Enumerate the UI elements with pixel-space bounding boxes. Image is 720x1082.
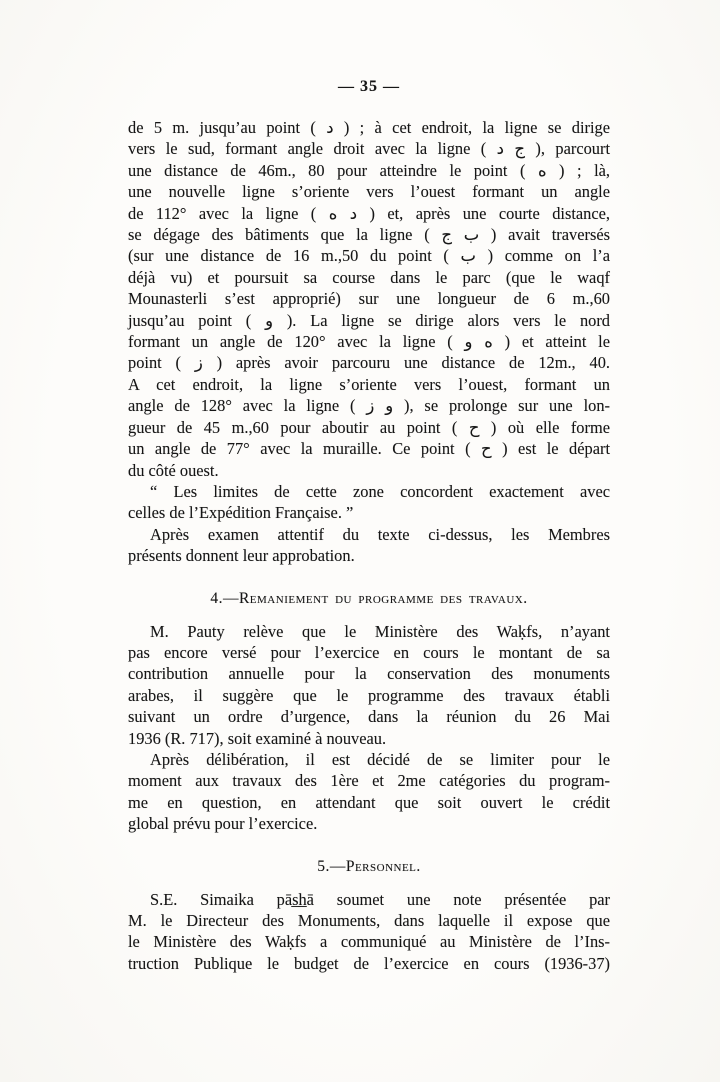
paragraph — [128, 524, 610, 567]
text-line: de 5 m. jusqu’au point ( د ) ; à cet endroit, la ligne se dirige — [128, 118, 611, 137]
section-heading: 5.—Personnel. — [317, 857, 421, 875]
paragraph — [128, 749, 610, 835]
text-line: moment aux travaux des 1ère et 2me catégories du program- — [128, 771, 610, 791]
text-line: A cet endroit, la ligne s’oriente vers l’ouest, formant un — [128, 374, 610, 394]
text-line: une distance de 46m., 80 pour atteindre le point ( ه ) ; là, — [128, 160, 610, 180]
text-line: un angle de 77° avec la muraille. Ce point ( ح ) est le départ — [128, 439, 610, 459]
page-body — [128, 117, 610, 974]
text-line: présents donnent leur approbation. — [128, 546, 355, 566]
text-line: vers le sud, formant angle droit avec la ligne ( ج د ), parcourt — [128, 139, 610, 159]
text-line: 1936 (R. 717), soit examiné à nouveau. — [128, 728, 387, 748]
text-line: global prévu pour l’exercice. — [128, 814, 318, 834]
text-line: M. le Directeur des Monuments, dans laquelle il expose que — [128, 911, 610, 930]
text-line: point ( ز ) après avoir parcouru une distance de 12m., 40. — [128, 353, 610, 373]
text-line: contribution annuelle pour la conservation des monuments — [128, 664, 610, 684]
paragraph — [128, 889, 610, 975]
text-line: formant un angle de 120° avec la ligne ( ه و ) et atteint le — [128, 332, 611, 352]
text-line: Après délibération, il est décidé de se limiter pour le — [150, 749, 610, 769]
paragraph — [128, 621, 610, 749]
text-line: me en question, en attendant que soit ouvert le crédit — [128, 792, 610, 812]
page-number: — 35 — — [338, 78, 400, 95]
page-text — [128, 76, 610, 974]
paragraph — [128, 117, 610, 481]
text-line: jusqu’au point ( و ). La ligne se dirige alors vers le nord — [128, 310, 610, 330]
text-line: du côté ouest. — [128, 460, 219, 480]
text-line: gueur de 45 m.,60 pour aboutir au point ( ح ) où elle forme — [128, 417, 610, 437]
text-line: “ Les limites de cette zone concordent exactement avec — [150, 481, 610, 501]
text-line: angle de 128° avec la ligne ( و ز ), se prolonge sur une lon- — [128, 396, 610, 416]
text-line: se dégage des bâtiments que la ligne ( ب ج ) avait traversés — [128, 225, 610, 245]
text-line: une nouvelle ligne s’oriente vers l’ouest formant un angle — [128, 182, 610, 202]
text-line: celles de l’Expédition Française. ” — [128, 503, 354, 523]
text-line: Après examen attentif du texte ci-dessus, les Membres — [150, 524, 610, 544]
text-line: suivant un ordre d’urgence, dans la réunion du 26 Mai — [128, 707, 610, 727]
text-line: M. Pauty relève que le Ministère des Waḳfs, n’ayant — [150, 621, 610, 641]
text-line: pas encore versé pour l’exercice en cours le montant de sa — [128, 642, 610, 662]
text-line: de 112° avec la ligne ( د ه ) et, après une courte distance, — [128, 203, 610, 223]
text-line: truction Publique le budget de l’exercice en cours (1936-37) — [128, 953, 610, 973]
text-line: déjà vu) et poursuit sa course dans le parc (que le waqf — [128, 267, 610, 287]
text-line: le Ministère des Waḳfs a communiqué au Ministère de l’Ins- — [128, 932, 610, 952]
text-line: S.E. Simaika pās̲h̲ā soumet une note présentée par — [150, 889, 610, 909]
text-line: (sur une distance de 16 m.,50 du point ( ب ) comme on l’a — [128, 246, 610, 266]
paragraph — [128, 481, 610, 524]
section-heading: 4.—Remaniement du programme des travaux. — [210, 589, 528, 607]
text-line: arabes, il suggère que le programme des travaux établi — [128, 685, 610, 705]
text-line: Mounasterli s’est approprié) sur une longueur de 6 m.,60 — [128, 289, 610, 309]
